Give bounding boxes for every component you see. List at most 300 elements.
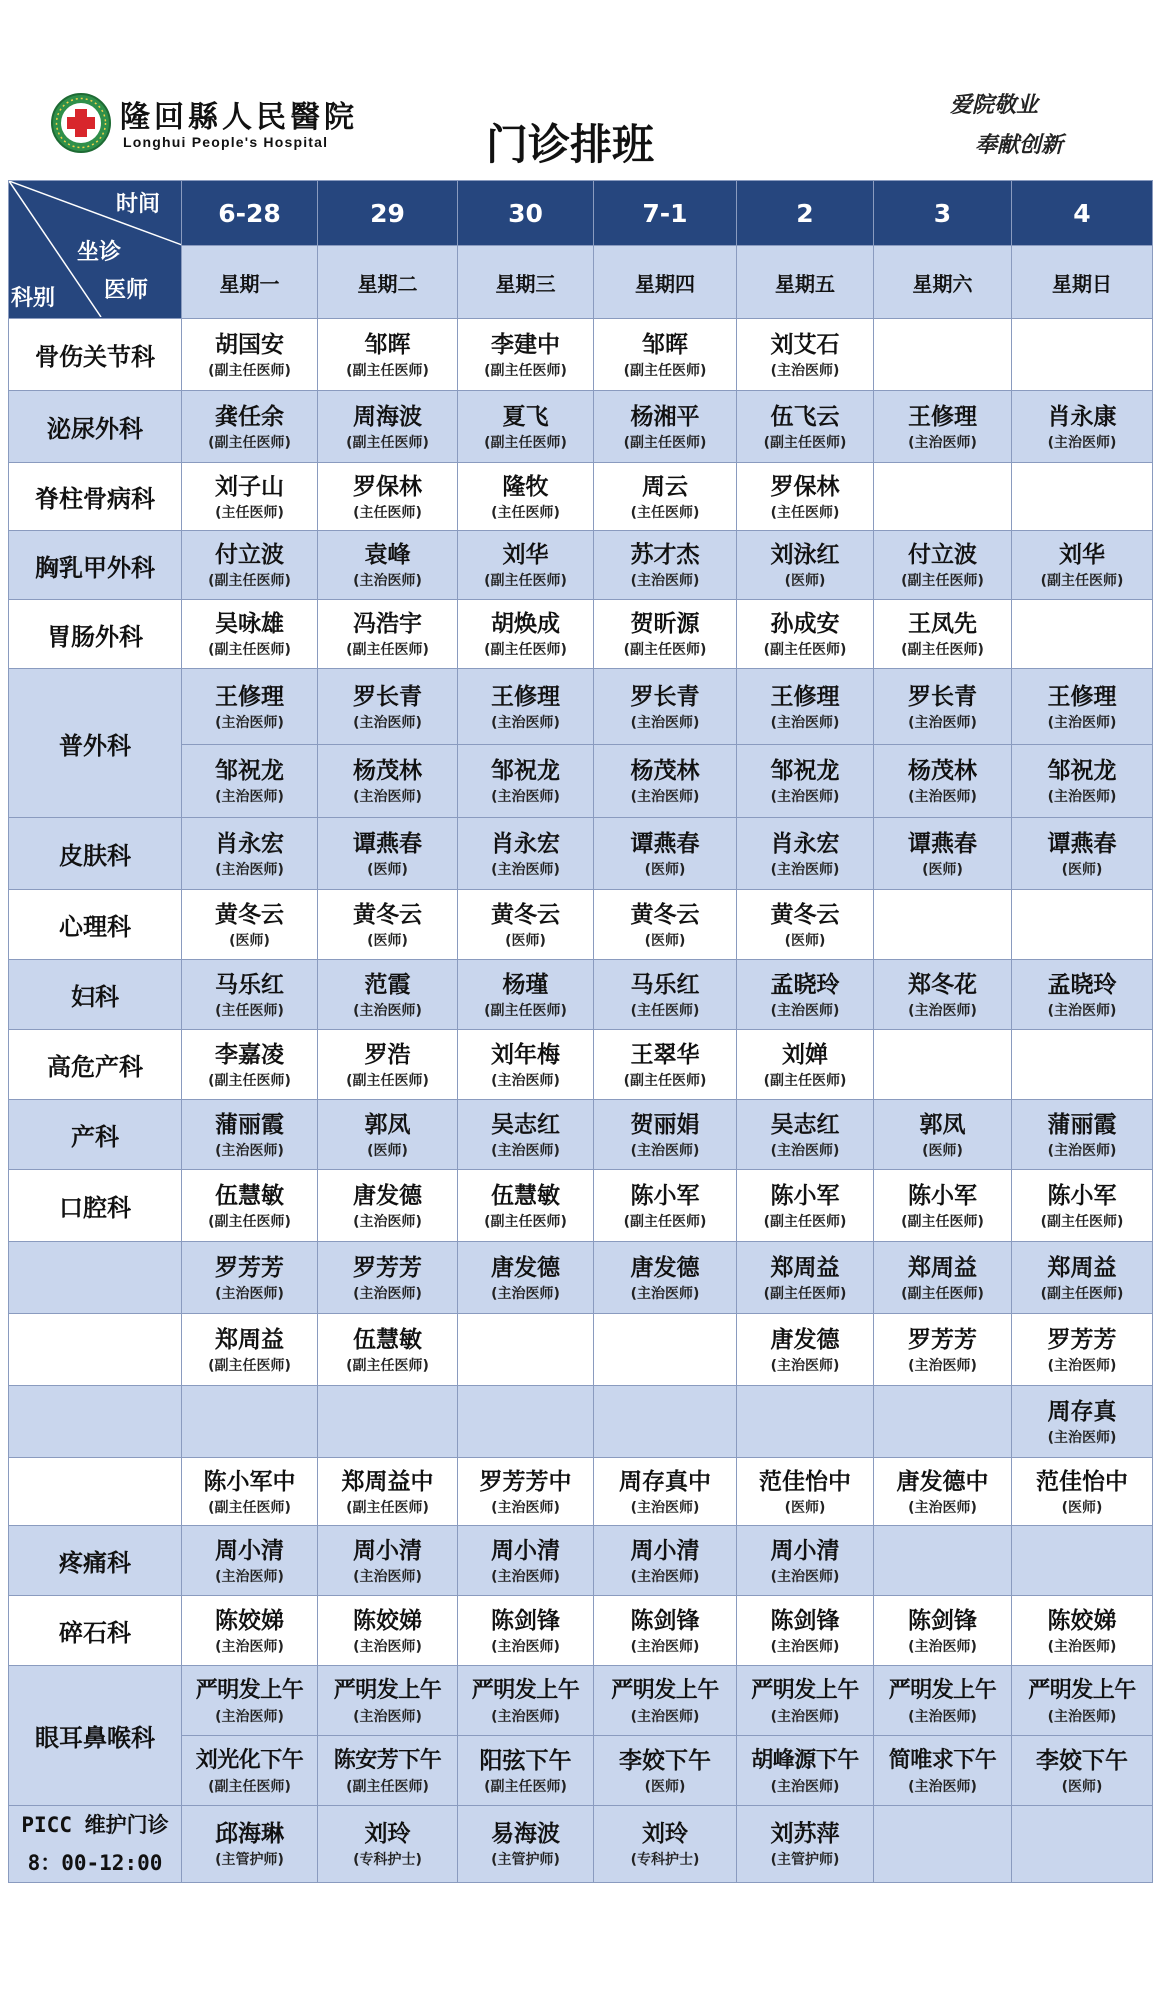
doctor-name: 严明发上午 <box>751 1677 859 1703</box>
schedule-cell <box>318 463 458 531</box>
weekday-cell: 星期四 <box>594 246 737 319</box>
schedule-cell <box>737 960 874 1030</box>
doctor-title: (主任医师) <box>630 504 700 521</box>
department-name: 普外科 <box>59 731 131 760</box>
schedule-cell <box>874 1242 1012 1314</box>
schedule-cell <box>318 1596 458 1666</box>
doctor-title: (副主任医师) <box>346 1072 429 1089</box>
department-cell <box>9 1242 182 1314</box>
schedule-cell <box>594 1170 737 1242</box>
doctor-name: 陈小军中 <box>203 1468 296 1495</box>
doctor-name: 周小清 <box>353 1537 422 1564</box>
schedule-cell <box>458 391 594 463</box>
doctor-name: 黄冬云 <box>353 901 422 928</box>
doctor-name: 孟晓玲 <box>770 971 840 998</box>
department-name: 妇科 <box>71 983 119 1011</box>
table-row <box>9 1242 1153 1314</box>
schedule-cell <box>182 319 318 391</box>
doctor-name: 王修理 <box>491 683 560 710</box>
doctor-title: (主治医师) <box>770 789 840 805</box>
doctor-title: (主治医师) <box>1047 434 1117 451</box>
schedule-cell <box>594 1100 737 1170</box>
schedule-cell <box>458 319 594 391</box>
doctor-title: (副主任医师) <box>901 1285 984 1302</box>
schedule-cell <box>318 319 458 391</box>
schedule-cell <box>737 890 874 960</box>
hospital-name-en: Longhui People's Hospital <box>123 134 329 150</box>
schedule-cell <box>594 531 737 600</box>
schedule-cell <box>874 1666 1012 1736</box>
department-cell <box>9 391 182 463</box>
department-name: 脊柱骨病科 <box>35 485 155 513</box>
doctor-name: 罗芳芳 <box>1047 1326 1117 1353</box>
weekday-cell: 星期六 <box>874 246 1012 319</box>
schedule-cell <box>874 890 1012 960</box>
doctor-title: (医师) <box>922 861 963 878</box>
schedule-cell <box>318 960 458 1030</box>
doctor-name: 胡峰源下午 <box>751 1747 859 1773</box>
schedule-cell <box>182 890 318 960</box>
doctor-title: (主管护师) <box>770 1852 840 1868</box>
doctor-name: 王修理 <box>908 403 977 430</box>
department-name: 皮肤科 <box>59 842 131 870</box>
schedule-cell <box>1012 1596 1153 1666</box>
schedule-cell <box>458 1030 594 1100</box>
doctor-name: 邱海琳 <box>215 1821 284 1847</box>
doctor-name: 陈剑锋 <box>630 1607 700 1634</box>
corner-label-dept: 科别 <box>11 286 56 311</box>
schedule-cell <box>594 745 737 818</box>
department-cell <box>9 531 182 600</box>
schedule-cell <box>458 1170 594 1242</box>
doctor-name: 陈姣娣 <box>215 1607 284 1634</box>
schedule-cell <box>318 1314 458 1386</box>
doctor-title: (主治医师) <box>215 789 284 805</box>
doctor-name: 罗长青 <box>630 683 700 710</box>
schedule-cell <box>737 1386 874 1458</box>
doctor-title: (副主任医师) <box>763 1285 847 1302</box>
table-row <box>9 1666 1153 1736</box>
doctor-name: 伍飞云 <box>770 403 840 430</box>
doctor-name: 罗长青 <box>908 683 977 710</box>
date-cell: 4 <box>1012 181 1153 246</box>
doctor-title: (主治医师) <box>353 714 422 731</box>
doctor-name: 郑周益 <box>770 1254 840 1281</box>
doctor-title: (医师) <box>644 861 686 878</box>
doctor-name: 王翠华 <box>630 1041 700 1068</box>
weekday-cell: 星期日 <box>1012 246 1153 319</box>
doctor-name: 隆牧 <box>502 473 549 500</box>
schedule-cell <box>1012 1030 1153 1100</box>
doctor-title: (主治医师) <box>908 1357 977 1374</box>
doctor-title: (主治医师) <box>908 714 977 731</box>
schedule-cell <box>737 1314 874 1386</box>
schedule-cell <box>594 391 737 463</box>
department-name: 胸乳甲外科 <box>35 553 155 582</box>
doctor-name: 李建中 <box>491 331 560 358</box>
doctor-title: (副主任医师) <box>763 1072 847 1089</box>
doctor-name: 黄冬云 <box>215 901 284 928</box>
table-row <box>9 463 1153 531</box>
doctor-name: 陈剑锋 <box>770 1607 840 1634</box>
schedule-cell <box>737 1526 874 1596</box>
doctor-title: (主治医师) <box>491 1708 560 1725</box>
doctor-title: (医师) <box>229 932 270 949</box>
department-name: 碎石科 <box>59 1619 131 1647</box>
doctor-name: 蒲丽霞 <box>1047 1111 1117 1138</box>
doctor-title: (主治医师) <box>1047 789 1117 805</box>
schedule-cell <box>874 960 1012 1030</box>
doctor-name: 谭燕春 <box>353 830 422 857</box>
doctor-title: (医师) <box>367 932 408 949</box>
date-cell: 3 <box>874 181 1012 246</box>
department-name: 心理科 <box>59 913 131 941</box>
schedule-cell <box>458 531 594 600</box>
doctor-name: 罗浩 <box>364 1041 411 1068</box>
schedule-cell <box>458 600 594 669</box>
doctor-name: 刘婵 <box>782 1041 828 1068</box>
schedule-cell <box>594 1458 737 1526</box>
table-row <box>9 1100 1153 1170</box>
doctor-name: 周存真 <box>1047 1398 1117 1425</box>
date-cell: 30 <box>458 181 594 246</box>
doctor-title: (主治医师) <box>215 861 284 878</box>
schedule-cell <box>318 745 458 818</box>
schedule-cell <box>182 1736 318 1806</box>
department-cell <box>9 960 182 1030</box>
schedule-cell <box>182 463 318 531</box>
doctor-title: (主治医师) <box>630 573 700 589</box>
doctor-name: 周小清 <box>491 1537 560 1564</box>
schedule-cell <box>182 1170 318 1242</box>
doctor-title: (主治医师) <box>353 789 422 805</box>
doctor-title: (主治医师) <box>1047 1357 1117 1374</box>
doctor-title: (副主任医师) <box>484 1213 567 1230</box>
doctor-title: (主治医师) <box>770 861 840 878</box>
department-cell <box>9 1170 182 1242</box>
doctor-title: (主治医师) <box>908 1638 977 1655</box>
schedule-cell <box>458 1736 594 1806</box>
corner-label-doctor: 医师 <box>104 278 149 303</box>
date-cell: 7-1 <box>594 181 737 246</box>
doctor-name: 杨湘平 <box>630 403 700 430</box>
slogan-line-1: 爱院敬业 <box>950 92 1039 118</box>
doctor-name: 唐发德 <box>491 1254 560 1281</box>
schedule-cell <box>874 463 1012 531</box>
doctor-name: 王凤先 <box>908 611 977 637</box>
schedule-cell <box>594 463 737 531</box>
doctor-name: 郑周益 <box>908 1254 977 1281</box>
doctor-title: (副主任医师) <box>623 434 707 451</box>
schedule-cell <box>1012 531 1153 600</box>
table-row <box>9 1526 1153 1596</box>
table-row <box>9 600 1153 669</box>
schedule-cell <box>318 1806 458 1883</box>
doctor-name: 黄冬云 <box>630 901 700 928</box>
doctor-name: 唐发德中 <box>896 1468 989 1495</box>
department-name: 疼痛科 <box>59 1549 131 1577</box>
schedule-cell <box>874 1736 1012 1806</box>
doctor-title: (副主任医师) <box>623 1072 707 1089</box>
doctor-title: (主治医师) <box>770 1638 840 1655</box>
schedule-cell <box>458 960 594 1030</box>
doctor-name: 陈姣娣 <box>353 1607 422 1634</box>
doctor-name: 陈小军 <box>770 1182 840 1209</box>
page-header <box>0 0 1160 175</box>
doctor-title: (主治医师) <box>353 1708 422 1725</box>
weekday-cell: 星期一 <box>182 246 318 319</box>
doctor-title: (医师) <box>1061 1499 1103 1516</box>
doctor-name: 陈安芳下午 <box>333 1747 442 1773</box>
schedule-cell <box>737 745 874 818</box>
doctor-name: 邹祝龙 <box>770 758 840 784</box>
table-row <box>9 1458 1153 1526</box>
department-cell <box>9 669 182 818</box>
doctor-name: 杨茂林 <box>630 758 700 784</box>
doctor-title: (主治医师) <box>908 1499 977 1516</box>
schedule-cell <box>874 1806 1012 1883</box>
department-cell <box>9 1666 182 1806</box>
doctor-title: (主治医师) <box>1047 1142 1117 1159</box>
schedule-cell <box>318 1386 458 1458</box>
table-row <box>9 1170 1153 1242</box>
doctor-name: 谭燕春 <box>1047 830 1117 857</box>
doctor-name: 胡国安 <box>215 331 284 358</box>
table-row <box>9 1314 1153 1386</box>
doctor-name: 严明发上午 <box>1028 1677 1136 1703</box>
doctor-title: (主任医师) <box>630 1002 700 1019</box>
doctor-title: (医师) <box>367 1142 408 1159</box>
schedule-cell <box>1012 1666 1153 1736</box>
doctor-name: 罗保林 <box>353 473 422 500</box>
schedule-cell <box>318 1526 458 1596</box>
schedule-cell <box>594 1030 737 1100</box>
schedule-cell <box>1012 1386 1153 1458</box>
schedule-cell <box>1012 818 1153 890</box>
doctor-title: (主治医师) <box>630 789 700 805</box>
schedule-cell <box>737 1170 874 1242</box>
doctor-name: 陈剑锋 <box>908 1607 977 1634</box>
department-name: 眼耳鼻喉科 <box>35 1724 155 1752</box>
doctor-title: (医师) <box>1061 1778 1103 1795</box>
doctor-title: (副主任医师) <box>208 362 291 379</box>
doctor-name: 邹祝龙 <box>215 758 284 784</box>
department-cell <box>9 1314 182 1386</box>
doctor-name: 周海波 <box>353 403 422 430</box>
doctor-title: (主治医师) <box>215 1708 284 1725</box>
table-row <box>9 669 1153 745</box>
doctor-name: 易海波 <box>491 1821 560 1847</box>
doctor-title: (副主任医师) <box>346 434 429 451</box>
doctor-name: 范佳怡中 <box>759 1468 851 1495</box>
doctor-name: 贺昕源 <box>630 611 700 637</box>
doctor-title: (副主任医师) <box>346 1499 429 1516</box>
doctor-name: 罗保林 <box>770 473 840 500</box>
schedule-cell <box>737 531 874 600</box>
schedule-cell <box>182 1458 318 1526</box>
schedule-cell <box>182 1242 318 1314</box>
schedule-cell <box>458 1806 594 1883</box>
schedule-cell <box>318 1170 458 1242</box>
schedule-cell <box>737 818 874 890</box>
doctor-name: 周小清 <box>630 1537 700 1564</box>
doctor-name: 郑周益 <box>1047 1254 1117 1281</box>
doctor-name: 刘子山 <box>215 473 284 500</box>
doctor-title: (主治医师) <box>908 434 977 451</box>
doctor-title: (主治医师) <box>1047 1429 1117 1446</box>
schedule-cell <box>594 1806 737 1883</box>
doctor-title: (主任医师) <box>353 504 422 521</box>
table-row <box>9 960 1153 1030</box>
schedule-cell <box>458 1386 594 1458</box>
doctor-title: (副主任医师) <box>901 1213 984 1230</box>
schedule-cell <box>1012 319 1153 391</box>
doctor-name: 夏飞 <box>502 403 549 430</box>
doctor-name: 孙成安 <box>770 611 840 637</box>
doctor-title: (医师) <box>367 861 408 878</box>
doctor-name: 杨茂林 <box>908 758 977 784</box>
doctor-title: (主治医师) <box>770 714 840 731</box>
weekday-cell: 星期三 <box>458 246 594 319</box>
doctor-title: (主治医师) <box>215 1285 284 1302</box>
doctor-title: (医师) <box>784 1499 826 1516</box>
doctor-title: (主任医师) <box>491 504 560 521</box>
doctor-title: (副主任医师) <box>346 362 429 379</box>
doctor-title: (主管护师) <box>215 1852 284 1868</box>
doctor-title: (主治医师) <box>491 861 560 878</box>
schedule-cell <box>874 1526 1012 1596</box>
schedule-cell <box>874 1030 1012 1100</box>
doctor-name: 苏才杰 <box>630 542 700 568</box>
department-cell <box>9 463 182 531</box>
schedule-cell <box>1012 1314 1153 1386</box>
table-corner-cell <box>9 181 182 319</box>
doctor-title: (主治医师) <box>353 1568 422 1585</box>
schedule-cell <box>318 600 458 669</box>
schedule-cell <box>594 1596 737 1666</box>
doctor-name: 严明发上午 <box>611 1677 719 1703</box>
doctor-title: (主治医师) <box>1047 1002 1117 1019</box>
hospital-logo-icon <box>50 92 112 154</box>
schedule-cell <box>594 1314 737 1386</box>
doctor-name: 刘玲 <box>364 1821 411 1847</box>
schedule-cell <box>874 531 1012 600</box>
table-row <box>9 319 1153 391</box>
table-row <box>9 1030 1153 1100</box>
doctor-name: 罗长青 <box>353 683 422 710</box>
schedule-cell <box>594 1526 737 1596</box>
department-cell <box>9 890 182 960</box>
doctor-name: 范霞 <box>364 971 411 998</box>
doctor-title: (主治医师) <box>908 1002 977 1019</box>
page-title: 门诊排班 <box>485 120 654 169</box>
doctor-title: (副主任医师) <box>346 1778 429 1795</box>
doctor-title: (主治医师) <box>491 789 560 805</box>
doctor-title: (主治医师) <box>1047 1638 1117 1655</box>
doctor-title: (副主任医师) <box>484 362 567 379</box>
doctor-title: (副主任医师) <box>901 573 984 589</box>
schedule-cell <box>874 669 1012 745</box>
doctor-title: (副主任医师) <box>623 362 707 379</box>
table-row <box>9 890 1153 960</box>
doctor-name: 周云 <box>642 473 688 500</box>
doctor-name: 邹晖 <box>364 331 411 358</box>
schedule-cell <box>737 1100 874 1170</box>
doctor-title: (医师) <box>784 573 826 589</box>
doctor-title: (医师) <box>644 1778 686 1795</box>
schedule-cell <box>594 669 737 745</box>
doctor-name: 贺丽娟 <box>630 1111 700 1138</box>
doctor-name: 谭燕春 <box>908 830 977 857</box>
doctor-name: 黄冬云 <box>770 901 840 928</box>
schedule-cell <box>318 1736 458 1806</box>
schedule-cell <box>1012 391 1153 463</box>
schedule-cell <box>594 890 737 960</box>
doctor-title: (副主任医师) <box>1040 1285 1124 1302</box>
schedule-cell <box>318 1030 458 1100</box>
doctor-name: 周小清 <box>215 1537 284 1564</box>
schedule-cell <box>318 1100 458 1170</box>
doctor-title: (副主任医师) <box>1040 1213 1124 1230</box>
doctor-name: 严明发上午 <box>333 1677 442 1703</box>
doctor-name: 马乐红 <box>215 971 284 998</box>
doctor-name: 邹祝龙 <box>491 758 560 784</box>
schedule-cell <box>1012 1806 1153 1883</box>
schedule-cell <box>1012 1526 1153 1596</box>
doctor-name: 范佳怡中 <box>1036 1468 1128 1495</box>
schedule-cell <box>594 960 737 1030</box>
department-name: 高危产科 <box>47 1053 143 1081</box>
schedule-cell <box>594 1666 737 1736</box>
doctor-name: 罗芳芳 <box>908 1326 977 1353</box>
doctor-title: (主治医师) <box>353 1002 422 1019</box>
doctor-name: 简唯求下午 <box>888 1747 997 1773</box>
corner-label-time: 时间 <box>116 192 161 217</box>
doctor-title: (主治医师) <box>1047 1708 1117 1725</box>
schedule-cell <box>1012 1736 1153 1806</box>
doctor-name: 陈剑锋 <box>491 1607 560 1634</box>
doctor-name: 邹晖 <box>642 331 688 358</box>
doctor-name: 袁峰 <box>364 542 411 568</box>
doctor-name: 谭燕春 <box>630 830 700 857</box>
doctor-title: (主治医师) <box>491 1072 560 1089</box>
doctor-name: 唐发德 <box>630 1254 700 1281</box>
schedule-cell <box>458 1666 594 1736</box>
table-row <box>9 531 1153 600</box>
table-row <box>9 818 1153 890</box>
schedule-cell <box>458 745 594 818</box>
schedule-cell <box>874 391 1012 463</box>
doctor-name: 唐发德 <box>353 1182 422 1209</box>
table-row <box>9 1596 1153 1666</box>
schedule-cell <box>1012 745 1153 818</box>
doctor-title: (副主任医师) <box>208 1499 291 1516</box>
doctor-name: 王修理 <box>770 683 840 710</box>
doctor-title: (主治医师) <box>770 1142 840 1159</box>
doctor-title: (专科护士) <box>630 1852 700 1868</box>
doctor-title: (主治医师) <box>1047 714 1117 731</box>
doctor-title: (主治医师) <box>353 573 422 589</box>
schedule-cell <box>458 1526 594 1596</box>
doctor-title: (专科护士) <box>353 1852 422 1868</box>
doctor-title: (副主任医师) <box>208 573 291 589</box>
schedule-cell <box>594 1386 737 1458</box>
schedule-cell <box>737 1806 874 1883</box>
schedule-cell <box>458 1458 594 1526</box>
doctor-name: 刘华 <box>502 542 549 568</box>
doctor-title: (副主任医师) <box>763 642 847 658</box>
department-cell <box>9 1806 182 1883</box>
